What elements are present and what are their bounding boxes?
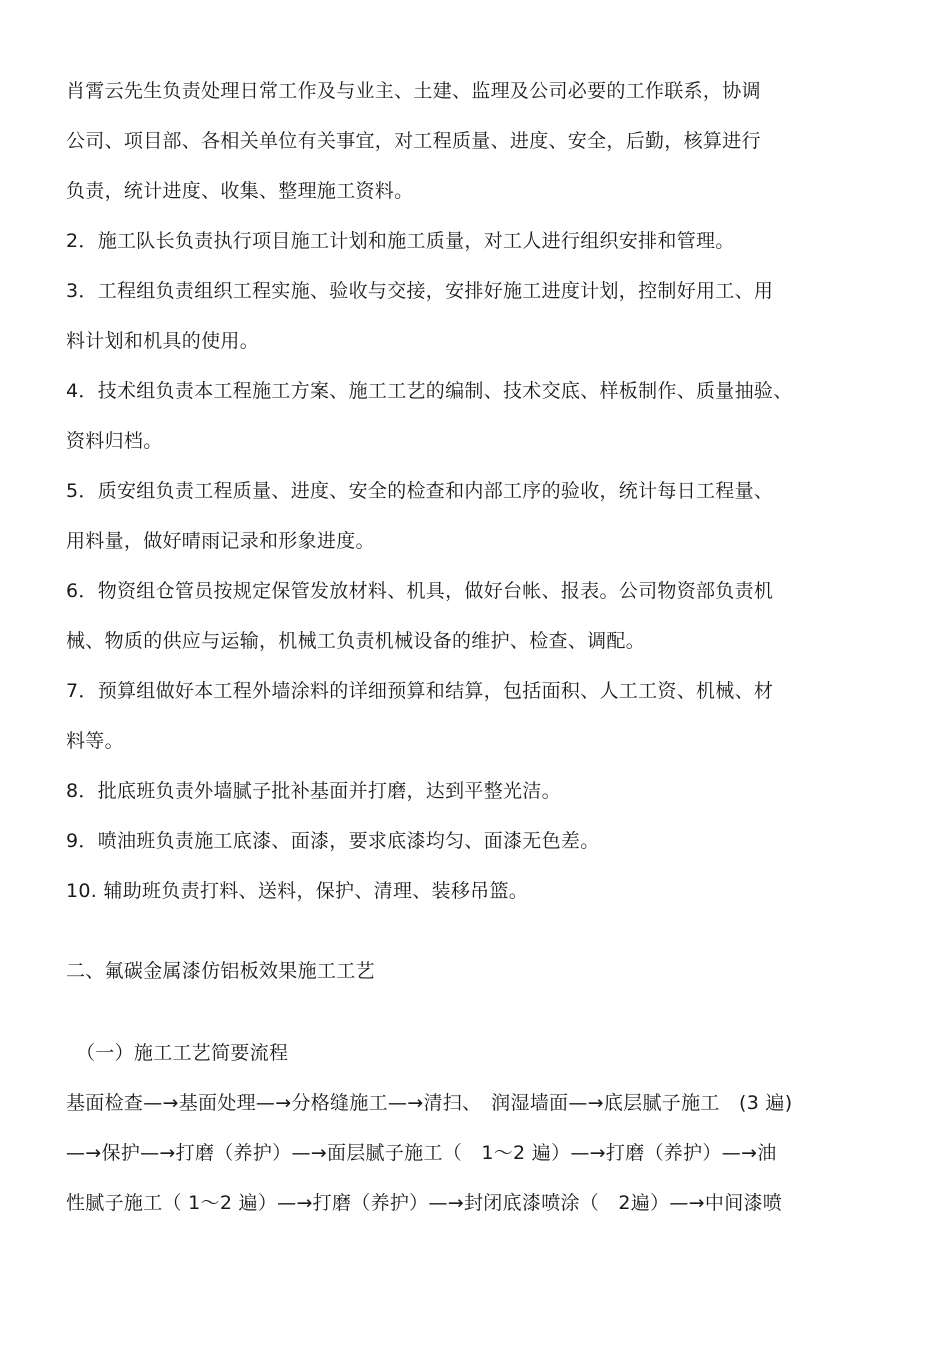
list-item: 2．施工队长负责执行项目施工计划和施工质量，对工人进行组织安排和管理。 (66, 230, 735, 252)
process-flow-line: 基面检查—→基面处理—→分格缝施工—→清扫、 润湿墙面—→底层腻子施工 (3 遍) (66, 1092, 793, 1114)
paragraph-line: 肖霄云先生负责处理日常工作及与业主、土建、监理及公司必要的工作联系，协调 (66, 80, 761, 102)
list-item: 7．预算组做好本工程外墙涂料的详细预算和结算，包括面积、人工工资、机械、材 (66, 680, 774, 702)
process-flow-line: 性腻子施工（ 1～2 遍）—→打磨（养护）—→封闭底漆喷涂（ 2遍）—→中间漆喷 (66, 1192, 783, 1214)
paragraph-line: 公司、项目部、各相关单位有关事宜，对工程质量、进度、安全，后勤，核算进行 (66, 130, 761, 152)
list-item-continuation: 用料量，做好晴雨记录和形象进度。 (66, 530, 375, 552)
list-item: 6．物资组仓管员按规定保管发放材料、机具，做好台帐、报表。公司物资部负责机 (66, 580, 774, 602)
subsection-heading: （一）施工工艺简要流程 (76, 1042, 289, 1064)
paragraph-line: 负责，统计进度、收集、整理施工资料。 (66, 180, 414, 202)
list-item: 5．质安组负责工程质量、进度、安全的检查和内部工序的验收，统计每日工程量、 (66, 480, 774, 502)
section-heading: 二、氟碳金属漆仿铝板效果施工工艺 (66, 960, 375, 982)
list-item: 10. 辅助班负责打料、送料，保护、清理、装移吊篮。 (66, 880, 529, 902)
list-item-continuation: 械、物质的供应与运输，机械工负责机械设备的维护、检查、调配。 (66, 630, 646, 652)
list-item-continuation: 料计划和机具的使用。 (66, 330, 260, 352)
list-item: 4．技术组负责本工程施工方案、施工工艺的编制、技术交底、样板制作、质量抽验、 (66, 380, 793, 402)
list-item: 8．批底班负责外墙腻子批补基面并打磨，达到平整光洁。 (66, 780, 561, 802)
list-item-continuation: 资料归档。 (66, 430, 163, 452)
list-item: 9．喷油班负责施工底漆、面漆，要求底漆均匀、面漆无色差。 (66, 830, 600, 852)
list-item: 3．工程组负责组织工程实施、验收与交接，安排好施工进度计划，控制好用工、用 (66, 280, 774, 302)
process-flow-line: —→保护—→打磨（养护）—→面层腻子施工（ 1～2 遍）—→打磨（养护）—→油 (66, 1142, 777, 1164)
list-item-continuation: 料等。 (66, 730, 124, 752)
